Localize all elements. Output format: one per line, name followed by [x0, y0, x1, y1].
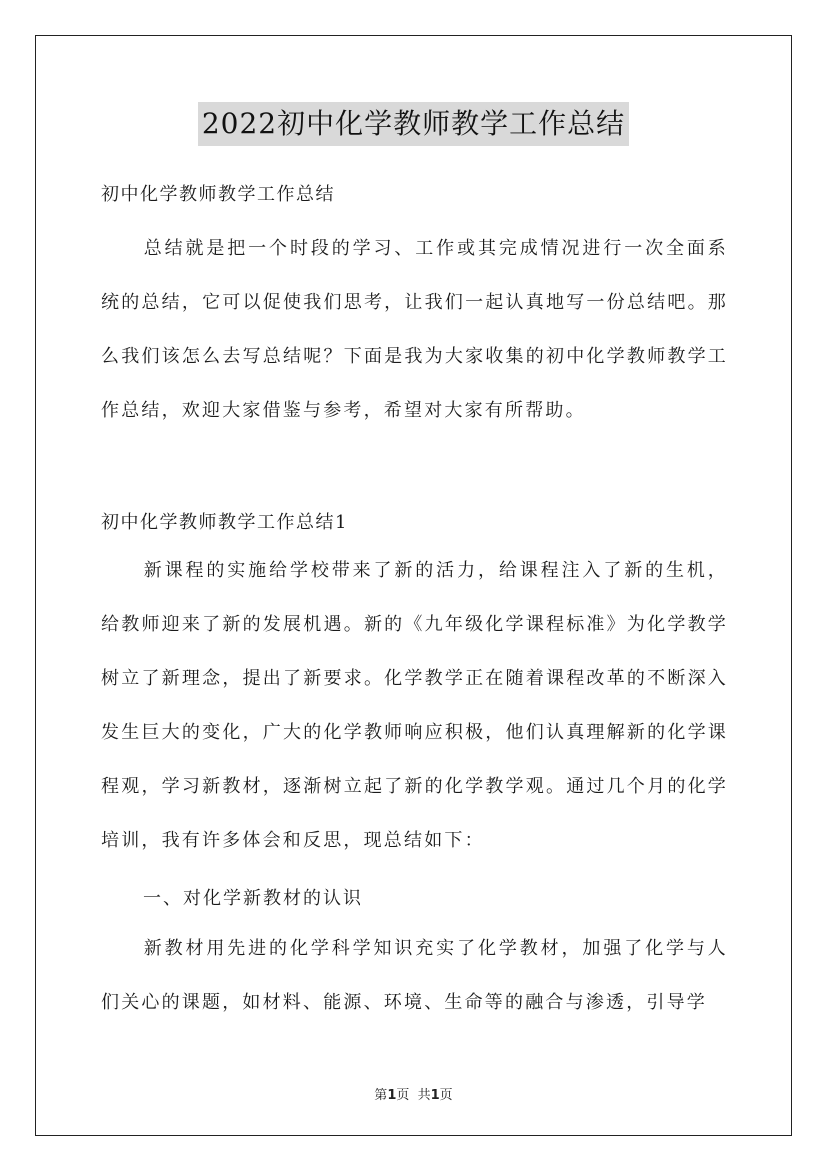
subsection-heading: 一、对化学新教材的认识 [143, 888, 363, 909]
subsection-paragraph-text: 新教材用先进的化学科学知识充实了化学教材，加强了化学与人们关心的课题，如材料、能源、环境、生命等的融合与渗透，引导学 [101, 938, 728, 1013]
intro-text: 总结就是把一个时段的学习、工作或其完成情况进行一次全面系统的总结，它可以促使我们思考，让我们一起认真地写一份总结吧。那么我们该怎么去写总结呢？下面是我为大家收集的初中化学教师教学工作总结，欢迎大家借鉴与参考，希望对大家有所帮助。 [101, 238, 728, 421]
page-footer [0, 1084, 827, 1103]
footer-page-current: 1 [387, 1088, 397, 1103]
section-heading: 初中化学教师教学工作总结1 [101, 512, 348, 533]
footer-page-total: 1 [430, 1088, 440, 1103]
footer-prefix: 第 [374, 1088, 388, 1103]
intro-paragraph [101, 222, 728, 438]
document-subtitle: 初中化学教师教学工作总结 [101, 184, 335, 205]
subsection-paragraph [101, 922, 728, 1030]
section-paragraph-text: 新课程的实施给学校带来了新的活力，给课程注入了新的生机，给教师迎来了新的发展机遇。新的《九年级化学课程标准》为化学教学树立了新理念，提出了新要求。化学教学正在随着课程改革的不断深入发生巨大的变化，广大的化学教师响应积极，他们认真理解新的化学课程观，学习新教材，逐渐树立起了新的化学教学观。通过几个月的化学培训，我有许多体会和反思，现总结如下： [101, 560, 728, 851]
footer-mid: 页 共 [396, 1088, 431, 1103]
title-container [0, 102, 827, 146]
footer-suffix: 页 [439, 1088, 453, 1103]
document-title: 2022初中化学教师教学工作总结 [198, 102, 629, 146]
section-paragraph [101, 544, 728, 868]
